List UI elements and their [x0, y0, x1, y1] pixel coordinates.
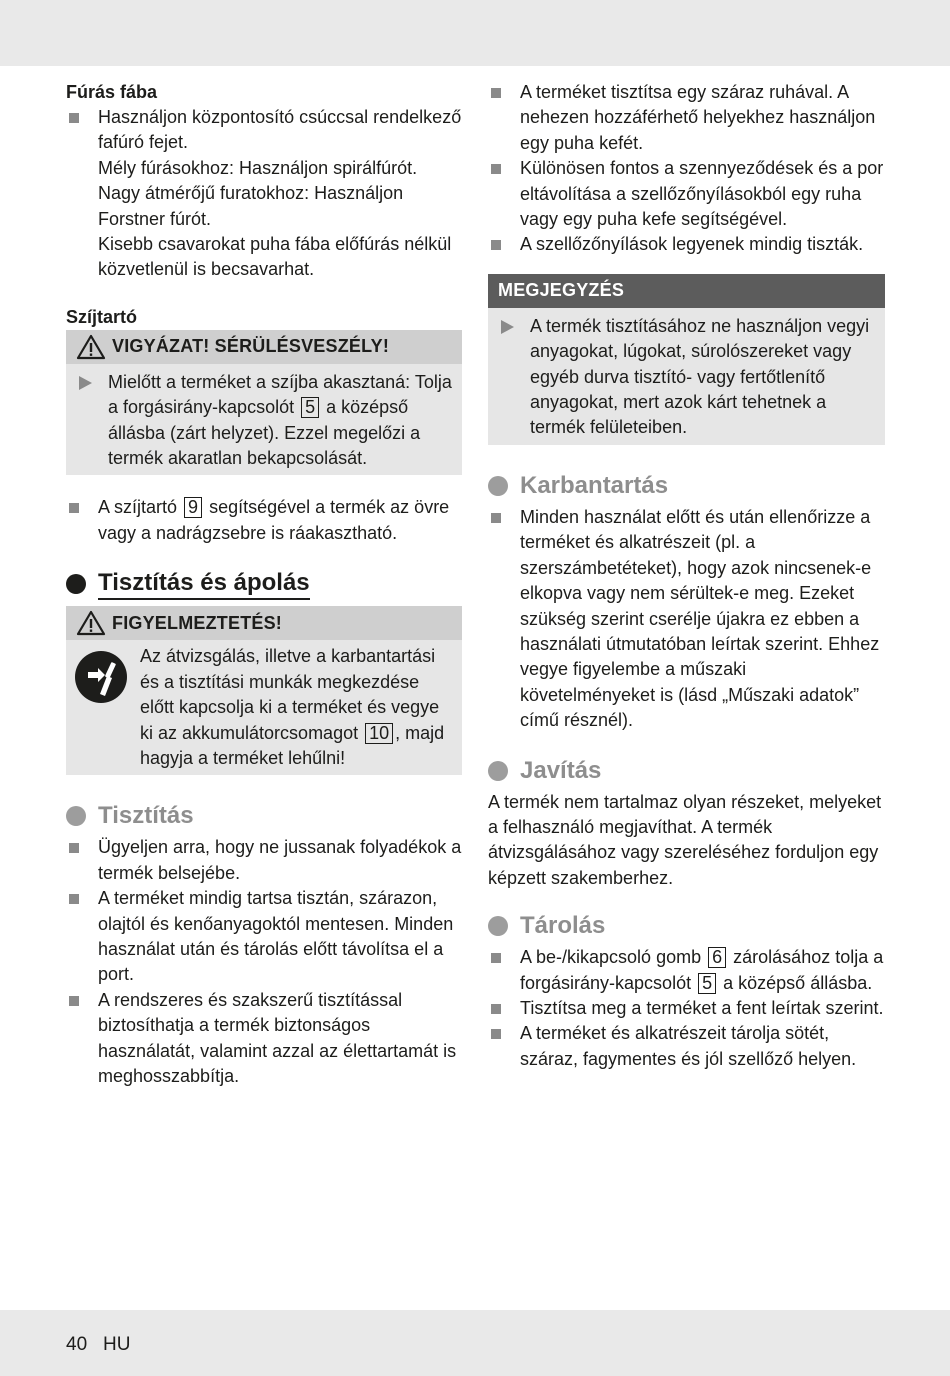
list-item: Tisztítsa meg a terméket a fent leírtak szerint. — [488, 996, 885, 1021]
part-reference: 6 — [708, 947, 726, 968]
section-bullet-icon — [66, 574, 86, 594]
caution-item: Mielőtt a terméket a szíjba akasztaná: Tolja a forgásirány-kapcsolót 5 a középső állásba (zárt helyzet). Ezzel megelőzi a termék akaratlan bekapcsolását. — [76, 370, 452, 472]
page-number: 40 — [66, 1334, 88, 1355]
right-column — [488, 80, 885, 1072]
cleaning-list-continued — [488, 80, 885, 258]
warning-triangle-icon — [76, 610, 106, 636]
warning-triangle-icon — [76, 334, 106, 360]
list-item: A rendszeres és szakszerű tisztítással biztosíthatja a termék biztonságos használatát, valamint azzal az élettartamát is meghosszabbítja. — [66, 988, 462, 1090]
part-reference: 9 — [184, 497, 202, 518]
section-bullet-icon — [488, 916, 508, 936]
warning-box — [66, 606, 462, 775]
maintenance-heading: Karbantartás — [488, 471, 885, 501]
repair-text: A termék nem tartalmaz olyan részeket, melyeket a felhasználó megjavíthat. A termék átvizsgálásához vagy szereléséhez forduljon egy képzett szakemberhez. — [488, 791, 882, 888]
drilling-wood-heading: Fúrás fába — [66, 82, 158, 102]
strap-holder-heading: Szíjtartó — [66, 306, 138, 327]
note-item: A termék tisztításához ne használjon vegyi anyagokat, lúgokat, súrolószereket vagy egyéb durva tisztító- vagy fertőtlenítő anyagokat, mert azok kárt tehetnek a termék felületeiben. — [498, 314, 875, 441]
list-item: Ügyeljen arra, hogy ne jussanak folyadékok a termék belsejébe. — [66, 835, 462, 886]
storage-heading: Tárolás — [488, 911, 885, 941]
section-bullet-icon — [66, 806, 86, 826]
cleaning-list — [66, 835, 462, 1089]
cleaning-care-heading: Tisztítás és ápolás — [66, 568, 462, 600]
disconnect-plug-icon — [74, 650, 128, 704]
page-footer — [66, 1332, 130, 1357]
list-item: A terméket mindig tartsa tisztán, szárazon, olajtól és kenőanyagoktól mentesen. Minden használat után és tárolás előtt távolítsa el a port. — [66, 886, 462, 988]
warning-text: Az átvizsgálás, illetve a karbantartási és a tisztítási munkák megkezdése előtt kapcsolja ki a terméket és vegye ki az akkumulátorcsomagot 10 , majd hagyja a terméket lehűlni! — [140, 646, 445, 768]
storage-list — [488, 945, 885, 1072]
maintenance-list — [488, 505, 885, 734]
cleaning-heading: Tisztítás — [66, 801, 462, 831]
caution-title: VIGYÁZAT! SÉRÜLÉSVESZÉLY! — [112, 336, 390, 357]
drilling-wood-list — [66, 105, 462, 283]
list-item: A terméket tisztítsa egy száraz ruhával. A nehezen hozzáférhető helyekhez használjon egy puha kefét. — [488, 80, 885, 156]
caution-box-header — [66, 330, 462, 364]
repair-heading: Javítás — [488, 756, 885, 786]
list-item: A szíjtartó 9 segítségével a termék az övre vagy a nadrágzsebre is ráakasztható. — [66, 495, 462, 546]
part-reference: 5 — [301, 397, 319, 418]
part-reference: 10 — [365, 723, 393, 744]
triangle-bullet-icon — [500, 320, 514, 334]
footer-band — [0, 1310, 950, 1376]
list-item: Használjon központosító csúccsal rendelkező fafúró fejet. Mély fúrásokhoz: Használjon spirálfúrót. Nagy átmérőjű furatokhoz: Használjon Forstner fúrót. Kisebb csavarokat puha fába előfúrás nélkül közvetlenül is becsavarhat. — [66, 105, 462, 283]
part-reference: 5 — [698, 973, 716, 994]
note-box-header — [488, 274, 885, 308]
header-band — [0, 0, 950, 66]
warning-title: FIGYELMEZTETÉS! — [112, 612, 283, 633]
caution-box — [66, 330, 462, 476]
list-item: Minden használat előtt és után ellenőrizze a terméket és alkatrészeit (pl. a szerszámbetéteket), hogy azok nincsenek-e elkopva vagy nem sérültek-e meg. Ezeket szükség szerint cserélje újakra ez ebben a használati útmutatóban leírtak szerint. Ehhez vegye figyelembe a műszaki követelményeket is (lásd „Műszaki adatok” című résznél). — [488, 505, 885, 734]
note-title: MEGJEGYZÉS — [498, 280, 625, 301]
list-item: A be-/kikapcsoló gomb 6 zárolásához tolja a forgásirány-kapcsolót 5 a középső állásba. — [488, 945, 885, 996]
triangle-bullet-icon — [78, 376, 92, 390]
warning-box-header — [66, 606, 462, 640]
list-item: A terméket és alkatrészeit tárolja sötét, száraz, fagymentes és jól szellőző helyen. — [488, 1021, 885, 1072]
language-code: HU — [102, 1334, 131, 1355]
list-item: A szellőzőnyílások legyenek mindig tiszták. — [488, 232, 885, 257]
section-bullet-icon — [488, 761, 508, 781]
note-box — [488, 274, 885, 445]
section-bullet-icon — [488, 476, 508, 496]
left-column — [66, 80, 462, 1089]
list-item: Különösen fontos a szennyeződések és a por eltávolítása a szellőzőnyílásokból egy ruha vagy egy puha kefe segítségével. — [488, 156, 885, 232]
strap-holder-list — [66, 495, 462, 546]
